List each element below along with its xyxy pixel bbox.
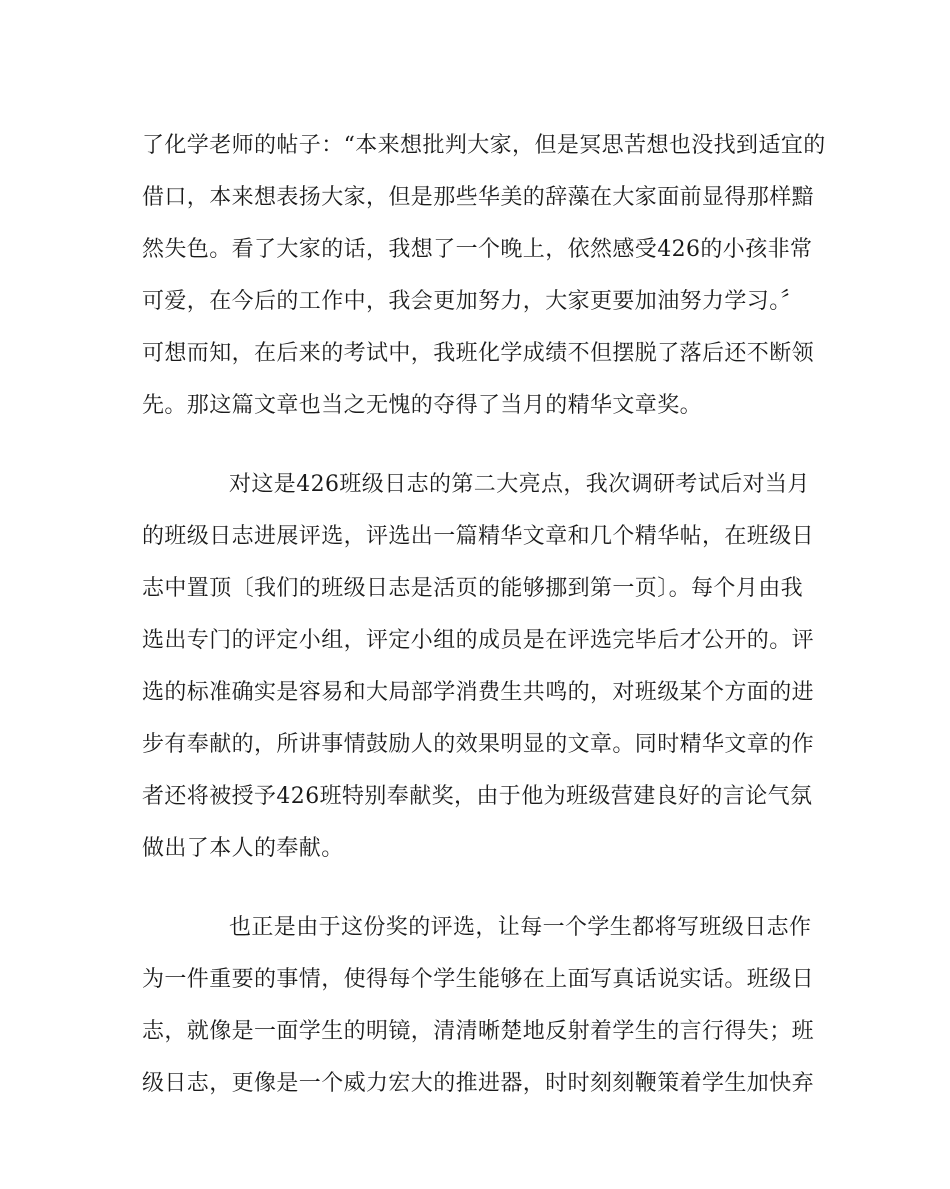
paragraph-1-line-1: 了化学老师的帖子：“本来想批判大家，但是冥思苦想也没找到适宜的 [142,133,826,158]
paragraph-2-line-4: 选出专门的评定小组，评定小组的成员是在评选完毕后才公开的。评 [142,628,815,653]
paragraph-2-line-8: 做出了本人的奉献。 [142,836,344,861]
paragraph-3-line-2: 为一件重要的事情，使得每个学生能够在上面写真话说实话。班级日 [142,967,815,992]
paragraph-1-line-6: 先。那这篇文章也当之无愧的夺得了当月的精华文章奖。 [142,393,703,418]
paragraph-3-line-1: 也正是由于这份奖的评选，让每一个学生都将写班级日志作 [229,915,812,940]
paragraph-2-line-5: 选的标准确实是容易和大局部学消费生共鸣的，对班级某个方面的进 [142,680,815,705]
paragraph-2-line-3: 志中置顶〔我们的班级日志是活页的能够挪到第一页〕。每个月由我 [142,576,804,601]
paragraph-2-line-1: 对这是426班级日志的第二大亮点，我次调研考试后对当月 [229,472,810,497]
paragraph-1-line-5: 可想而知，在后来的考试中，我班化学成绩不但摆脱了落后还不断领 [142,341,815,366]
paragraph-3-line-3: 志，就像是一面学生的明镜，清清晰楚地反射着学生的言行得失；班 [142,1019,815,1044]
paragraph-2-line-2: 的班级日志进展评选，评选出一篇精华文章和几个精华帖，在班级日 [142,524,815,549]
paragraph-1-line-2: 借口，本来想表扬大家，但是那些华美的辞藻在大家面前显得那样黯 [142,185,815,210]
paragraph-2-line-6: 步有奉献的，所讲事情鼓励人的效果明显的文章。同时精华文章的作 [142,732,815,757]
paragraph-2-line-7: 者还将被授予426班特别奉献奖，由于他为班级营建良好的言论气氛 [142,784,813,809]
paragraph-3-line-4: 级日志，更像是一个威力宏大的推进器，时时刻刻鞭策着学生加快弃 [142,1071,815,1096]
paragraph-1-line-3: 然失色。看了大家的话，我想了一个晚上，依然感受426的小孩非常 [142,237,813,262]
paragraph-1-line-4: 可爱，在今后的工作中，我会更加努力，大家更要加油努力学习。〞 [142,289,804,314]
